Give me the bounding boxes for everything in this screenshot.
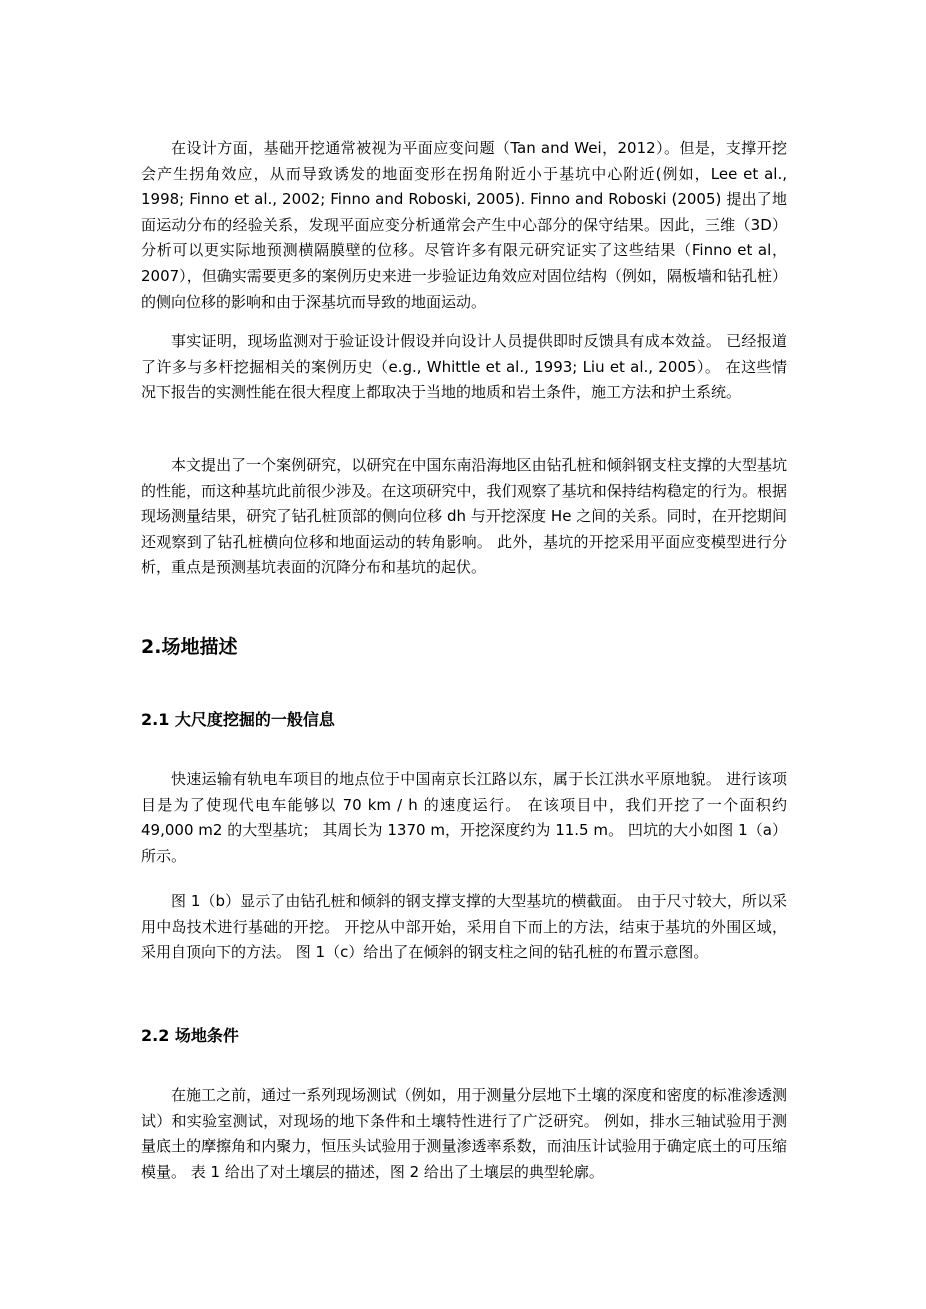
- paragraph-project-location: 快速运输有轨电车项目的地点位于中国南京长江路以东，属于长江洪水平原地貌。 进行该项目是为了使现代电车能够以 70 km / h 的速度运行。 在该项目中，我们开挖了一个面积约 49,000 m2 的大型基坑； 其周长为 1370 m，开挖深度约为 11.5 m。 凹坑的大小如图 1（a）所示。: [141, 770, 787, 865]
- paragraph-soil-testing: 在施工之前，通过一系列现场测试（例如，用于测量分层地下土壤的深度和密度的标准渗透测试）和实验室测试，对现场的地下条件和土壤特性进行了广泛研究。 例如，排水三轴试验用于测量底土的摩擦角和内聚力，恒压头试验用于测量渗透率系数，而油压计试验用于确定底土的可压缩模量。 表 1 给出了对土壤层的描述，图 2 给出了土壤层的典型轮廓。: [141, 1086, 787, 1181]
- subsection-heading-general-info: 2.1 大尺度挖掘的一般信息: [141, 710, 335, 729]
- paragraph-design-aspect: 在设计方面，基础开挖通常被视为平面应变问题（Tan and Wei，2012）。但是，支撑开挖会产生拐角效应，从而导致诱发的地面变形在拐角附近小于基坑中心附近(例如，Lee et al., 1998; Finno et al., 2002; Finno and Roboski, 2005). Finno and Roboski (2005) 提出了地面运动分布的经验关系，发现平面应变分析通常会产生中心部分的保守结果。因此，三维（3D）分析可以更实际地预测横隔膜壁的位移。尽管许多有限元研究证实了这些结果（Finno et al，2007），但确实需要更多的案例历史来进一步验证边角效应对固位结构（例如，隔板墙和钻孔桩）的侧向位移的影响和由于深基坑而导致的地面运动。: [141, 139, 787, 311]
- paragraph-field-monitoring: 事实证明，现场监测对于验证设计假设并向设计人员提供即时反馈具有成本效益。 已经报道了许多与多杆挖掘相关的案例历史（e.g., Whittle et al., 1993; Liu et al., 2005）。 在这些情况下报告的实测性能在很大程度上都取决于当地的地质和岩土条件，施工方法和护土系统。: [141, 332, 787, 402]
- section-heading-site-description: 2.场地描述: [141, 636, 238, 658]
- subsection-heading-site-conditions: 2.2 场地条件: [141, 1026, 239, 1045]
- paragraph-case-study-intro: 本文提出了一个案例研究，以研究在中国东南沿海地区由钻孔桩和倾斜钢支柱支撑的大型基坑的性能，而这种基坑此前很少涉及。在这项研究中，我们观察了基坑和保持结构稳定的行为。根据现场测量结果，研究了钻孔桩顶部的侧向位移 dh 与开挖深度 He 之间的关系。同时，在开挖期间还观察到了钻孔桩横向位移和地面运动的转角影响。 此外，基坑的开挖采用平面应变模型进行分析，重点是预测基坑表面的沉降分布和基坑的起伏。: [141, 456, 787, 577]
- paragraph-cross-section: 图 1（b）显示了由钻孔桩和倾斜的钢支撑支撑的大型基坑的横截面。 由于尺寸较大，所以采用中岛技术进行基础的开挖。 开挖从中部开始，采用自下而上的方法，结束于基坑的外围区域，采用自顶向下的方法。 图 1（c）给出了在倾斜的钢支柱之间的钻孔桩的布置示意图。: [141, 892, 787, 962]
